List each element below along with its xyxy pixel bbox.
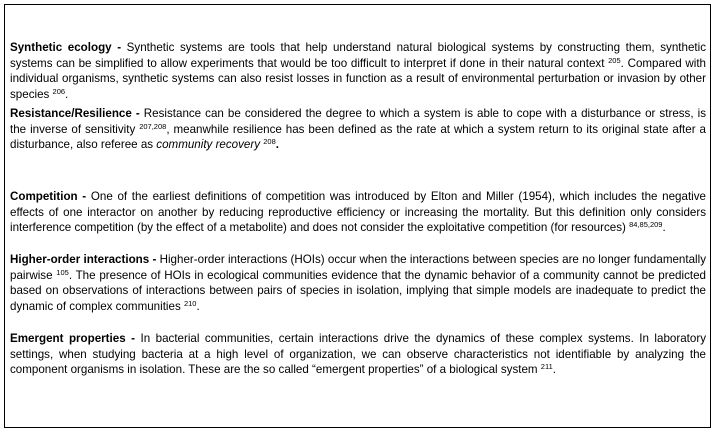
definition-text: Higher-order interactions (HOIs) occur when the interactions between species are no longer fundamentally pairwise — [10, 253, 706, 282]
citation-ref: 105 — [56, 267, 69, 277]
glossary-box — [4, 4, 711, 428]
glossary-entry-competition — [10, 189, 706, 236]
italic-term: community recovery — [156, 138, 261, 152]
term-separator: - — [77, 190, 87, 203]
glossary-entry-resistance-resilience — [10, 106, 706, 153]
definition-text: In bacterial communities, certain interactions drive the dynamics of these complex systems. In laboratory settings, when studying bacteria at a high level of organization, we can observe characteristics not identifiable by analyzing the component organisms in isolation. These are the so called “emergent properties” of a biological system — [10, 332, 706, 377]
citation-ref: 206 — [52, 86, 66, 96]
definition-text: Synthetic systems are tools that help understand natural biological systems by constructing them, synthetic systems can be simplified to allow experiments that would be too difficult to interpret if done in their natural context — [10, 41, 707, 70]
term-separator: - — [111, 41, 122, 54]
term-separator: - — [131, 107, 140, 120]
citation-ref: 84,85,209 — [629, 220, 663, 230]
glossary-entry-higher-order-interactions — [10, 252, 706, 314]
citation-ref: 208 — [263, 137, 276, 147]
term-competition: Competition — [10, 190, 78, 203]
term-resistance-resilience: Resistance/Resilience — [10, 107, 132, 120]
term-separator: - — [125, 332, 135, 345]
citation-ref: 211 — [540, 362, 553, 372]
citation-ref: 205 — [608, 55, 621, 65]
citation-ref: 210 — [183, 298, 197, 308]
definition-text: . Compared with individual organisms, synthetic systems can also resist losses in function as a result of environmental perturbation or invasion by other species — [10, 56, 707, 101]
definition-end: . — [552, 363, 556, 377]
definition-text: One of the earliest definitions of competition was introduced by Elton and Miller (1954), which includes the negative effects of one interactor on another by reducing reproductive efficiency or increasing the mortality. But this definition only considers interference competition (by the effect of a metabolite) and does not consider the exploitative competition (for resources) — [10, 190, 706, 235]
term-separator: - — [149, 253, 157, 266]
definition-end: . — [662, 221, 666, 235]
glossary-entry-synthetic-ecology — [10, 40, 706, 102]
definition-end: . — [65, 87, 69, 101]
term-emergent-properties: Emergent properties — [10, 332, 126, 345]
definition-end: . — [196, 299, 200, 313]
glossary-entry-emergent-properties — [10, 331, 706, 378]
definition-text: Resistance can be considered the degree to which a system is able to cope with a disturbance or stress, is the inverse of sensitivity — [10, 107, 706, 136]
definition-text: . The presence of HOIs in ecological communities evidence that the dynamic behavior of a community cannot be predicted based on observations of interactions between pairs of species in isolation, implying that simple models are inadequate to predict the dynamic of complex communities — [10, 268, 706, 313]
definition-end: . — [275, 138, 280, 152]
term-higher-order-interactions: Higher-order interactions — [10, 253, 150, 266]
definition-text: , meanwhile resilience has been defined as the rate at which a system return to its original state after a disturbance, also referee as — [10, 122, 706, 152]
citation-ref: 207,208 — [139, 121, 167, 131]
term-synthetic-ecology: Synthetic ecology — [10, 41, 112, 54]
